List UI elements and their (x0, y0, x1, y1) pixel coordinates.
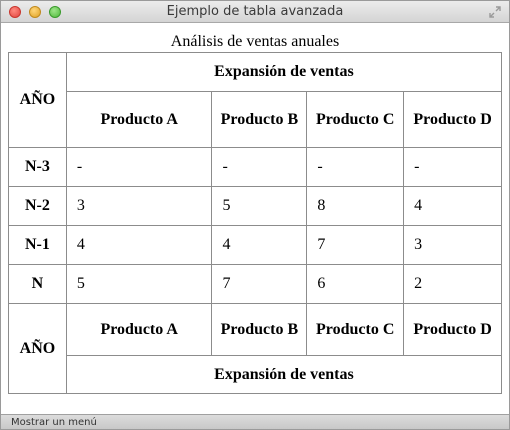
table-cell: 3 (66, 187, 212, 226)
product-header: Producto C (307, 92, 404, 148)
window-title: Ejemplo de tabla avanzada (166, 4, 344, 19)
table-cell: 5 (66, 265, 212, 304)
table-cell: 7 (212, 265, 307, 304)
footer-row-products (9, 304, 502, 356)
table-cell: 4 (404, 187, 502, 226)
product-footer: Producto D (404, 304, 502, 356)
group-footer: Expansión de ventas (66, 356, 501, 394)
table-cell: 8 (307, 187, 404, 226)
row-year: N-3 (9, 148, 67, 187)
product-header: Producto D (404, 92, 502, 148)
table-cell: - (212, 148, 307, 187)
table-cell: - (404, 148, 502, 187)
table-cell: - (66, 148, 212, 187)
table-cell: 5 (212, 187, 307, 226)
header-row-products (9, 92, 502, 148)
product-footer: Producto B (212, 304, 307, 356)
table-cell: 4 (66, 226, 212, 265)
table-cell: 7 (307, 226, 404, 265)
row-year: N-1 (9, 226, 67, 265)
table-cell: 6 (307, 265, 404, 304)
table-row (9, 148, 502, 187)
footer-row-group (9, 356, 502, 394)
zoom-window-button[interactable] (49, 6, 61, 18)
year-header: AÑO (9, 53, 67, 148)
row-year: N-2 (9, 187, 67, 226)
close-window-button[interactable] (9, 6, 21, 18)
row-year: N (9, 265, 67, 304)
product-footer: Producto A (66, 304, 212, 356)
header-row-group (9, 53, 502, 92)
table-cell: 4 (212, 226, 307, 265)
table-row (9, 265, 502, 304)
year-footer: AÑO (9, 304, 67, 394)
table-cell: - (307, 148, 404, 187)
status-bar: Mostrar un menú (1, 414, 509, 429)
page-content (1, 24, 509, 414)
table-row (9, 187, 502, 226)
table-cell: 2 (404, 265, 502, 304)
table-row (9, 226, 502, 265)
title-bar[interactable] (1, 1, 509, 23)
fullscreen-icon[interactable] (489, 6, 501, 18)
product-footer: Producto C (307, 304, 404, 356)
sales-table (8, 52, 502, 394)
table-cell: 3 (404, 226, 502, 265)
minimize-window-button[interactable] (29, 6, 41, 18)
product-header: Producto A (66, 92, 212, 148)
product-header: Producto B (212, 92, 307, 148)
table-caption: Análisis de ventas anuales (170, 33, 340, 50)
group-header: Expansión de ventas (66, 53, 501, 92)
